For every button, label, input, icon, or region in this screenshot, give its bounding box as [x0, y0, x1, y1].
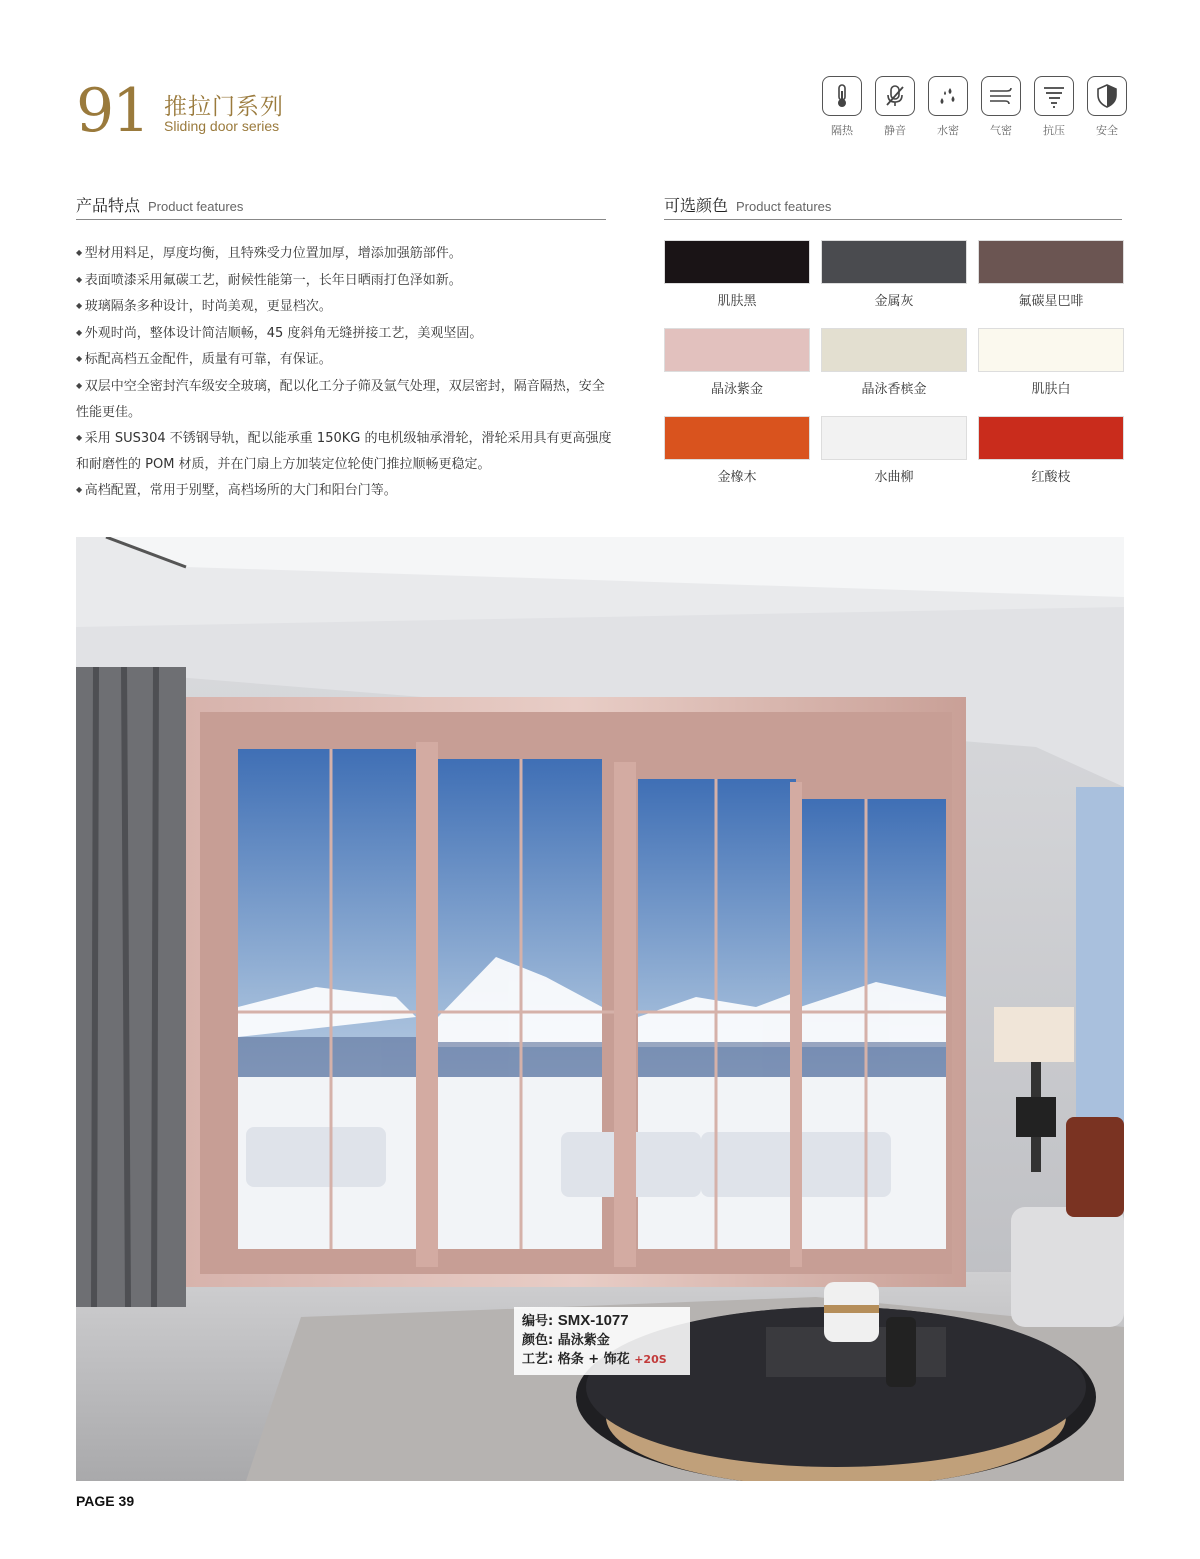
product-photo [76, 537, 1124, 1481]
swatch-color [821, 416, 967, 460]
color-swatch [821, 416, 967, 504]
colors-title [664, 193, 831, 216]
spec-code-value: SMX-1077 [557, 1312, 629, 1329]
swatch-color [821, 240, 967, 284]
swatch-color [821, 328, 967, 372]
swatch-label: 肌肤黑 [717, 294, 757, 309]
spec-code-row [522, 1311, 682, 1331]
swatch-color [978, 328, 1124, 372]
divider [76, 219, 606, 220]
swatch-color [664, 240, 810, 284]
spec-color-label: 颜色: [522, 1333, 554, 1348]
swatch-color [978, 240, 1124, 284]
series-title-en: Sliding door series [164, 118, 280, 134]
product-features-title [76, 193, 243, 216]
spec-color-value: 晶泳紫金 [557, 1333, 610, 1348]
feature-label: 安全 [1096, 124, 1118, 137]
feature-label: 抗压 [1043, 124, 1065, 137]
tornado-icon [1034, 76, 1074, 116]
swatch-label: 肌肤白 [1031, 382, 1071, 397]
shield-icon [1087, 76, 1127, 116]
feature-label: 水密 [937, 124, 959, 137]
swatch-label: 金橡木 [717, 470, 757, 485]
swatch-label: 水曲柳 [874, 470, 914, 485]
list-item: ◆ 采用 SUS304 不锈钢导轨，配以能承重 150KG 的电机级轴承滑轮，滑轮采用具有更高强度和耐磨性的 POM 材质，并在门扇上方加装定位轮使门推拉顺畅更稳定。 [76, 425, 616, 477]
list-item: ◆ 外观时尚，整体设计简洁顺畅，45 度斜角无缝拼接工艺，美观坚固。 [76, 320, 616, 347]
spec-craft-value: 格条 + 饰花 [557, 1352, 630, 1367]
feature-label: 气密 [990, 124, 1012, 137]
product-features-title-en: Product features [148, 199, 244, 214]
swatch-label: 红酸枝 [1031, 470, 1071, 485]
spec-code-label: 编号: [522, 1314, 554, 1329]
color-swatch-grid [664, 240, 1124, 504]
page-number: PAGE 39 [76, 1493, 135, 1509]
divider [664, 219, 1122, 220]
list-item: ◆ 表面喷漆采用氟碳工艺，耐候性能第一，长年日晒雨打色泽如新。 [76, 267, 616, 294]
spec-craft-row [522, 1350, 682, 1369]
feature-pressure [1032, 76, 1076, 138]
mute-icon [875, 76, 915, 116]
swatch-label: 氟碳星巴啡 [1018, 294, 1084, 309]
product-spec-card [514, 1307, 690, 1375]
swatch-label: 晶泳香槟金 [861, 382, 927, 397]
feature-label: 静音 [884, 124, 906, 137]
swatch-color [664, 328, 810, 372]
swatch-color [978, 416, 1124, 460]
product-features-title-cn: 产品特点 [76, 196, 141, 215]
list-item: ◆ 高档配置，常用于别墅，高档场所的大门和阳台门等。 [76, 477, 616, 504]
swatch-label: 金属灰 [874, 294, 914, 309]
airflow-icon [981, 76, 1021, 116]
color-swatch [821, 328, 967, 416]
feature-silence [873, 76, 917, 138]
series-number: 91 [76, 76, 149, 146]
color-swatch [664, 240, 810, 328]
color-swatch [978, 240, 1124, 328]
feature-label: 隔热 [831, 124, 853, 137]
thermometer-icon [822, 76, 862, 116]
spec-color-row [522, 1331, 682, 1350]
swatch-label: 晶泳紫金 [710, 382, 763, 397]
list-item: ◆ 型材用料足，厚度均衡，且特殊受力位置加厚，增添加强筋部件。 [76, 240, 616, 267]
color-swatch [978, 328, 1124, 416]
spec-craft-extra: +20S [634, 1353, 667, 1366]
water-drops-icon [928, 76, 968, 116]
color-swatch [664, 328, 810, 416]
feature-airtight [979, 76, 1023, 138]
feature-insulation [820, 76, 864, 138]
colors-title-en: Product features [736, 199, 832, 214]
feature-safety [1085, 76, 1129, 138]
list-item: ◆ 玻璃隔条多种设计，时尚美观，更显档次。 [76, 293, 616, 320]
list-item: ◆ 标配高档五金配件，质量有可靠，有保证。 [76, 346, 616, 373]
spec-craft-label: 工艺: [522, 1352, 554, 1367]
color-swatch [664, 416, 810, 504]
feature-list [76, 240, 616, 504]
series-title-cn: 推拉门系列 [164, 94, 284, 120]
feature-watertight [926, 76, 970, 138]
colors-title-cn: 可选颜色 [664, 196, 729, 215]
swatch-color [664, 416, 810, 460]
color-swatch [821, 240, 967, 328]
color-swatch [978, 416, 1124, 504]
list-item: ◆ 双层中空全密封汽车级安全玻璃，配以化工分子筛及氩气处理，双层密封，隔音隔热，安全性能更佳。 [76, 373, 616, 425]
feature-icons-row [820, 76, 1129, 138]
